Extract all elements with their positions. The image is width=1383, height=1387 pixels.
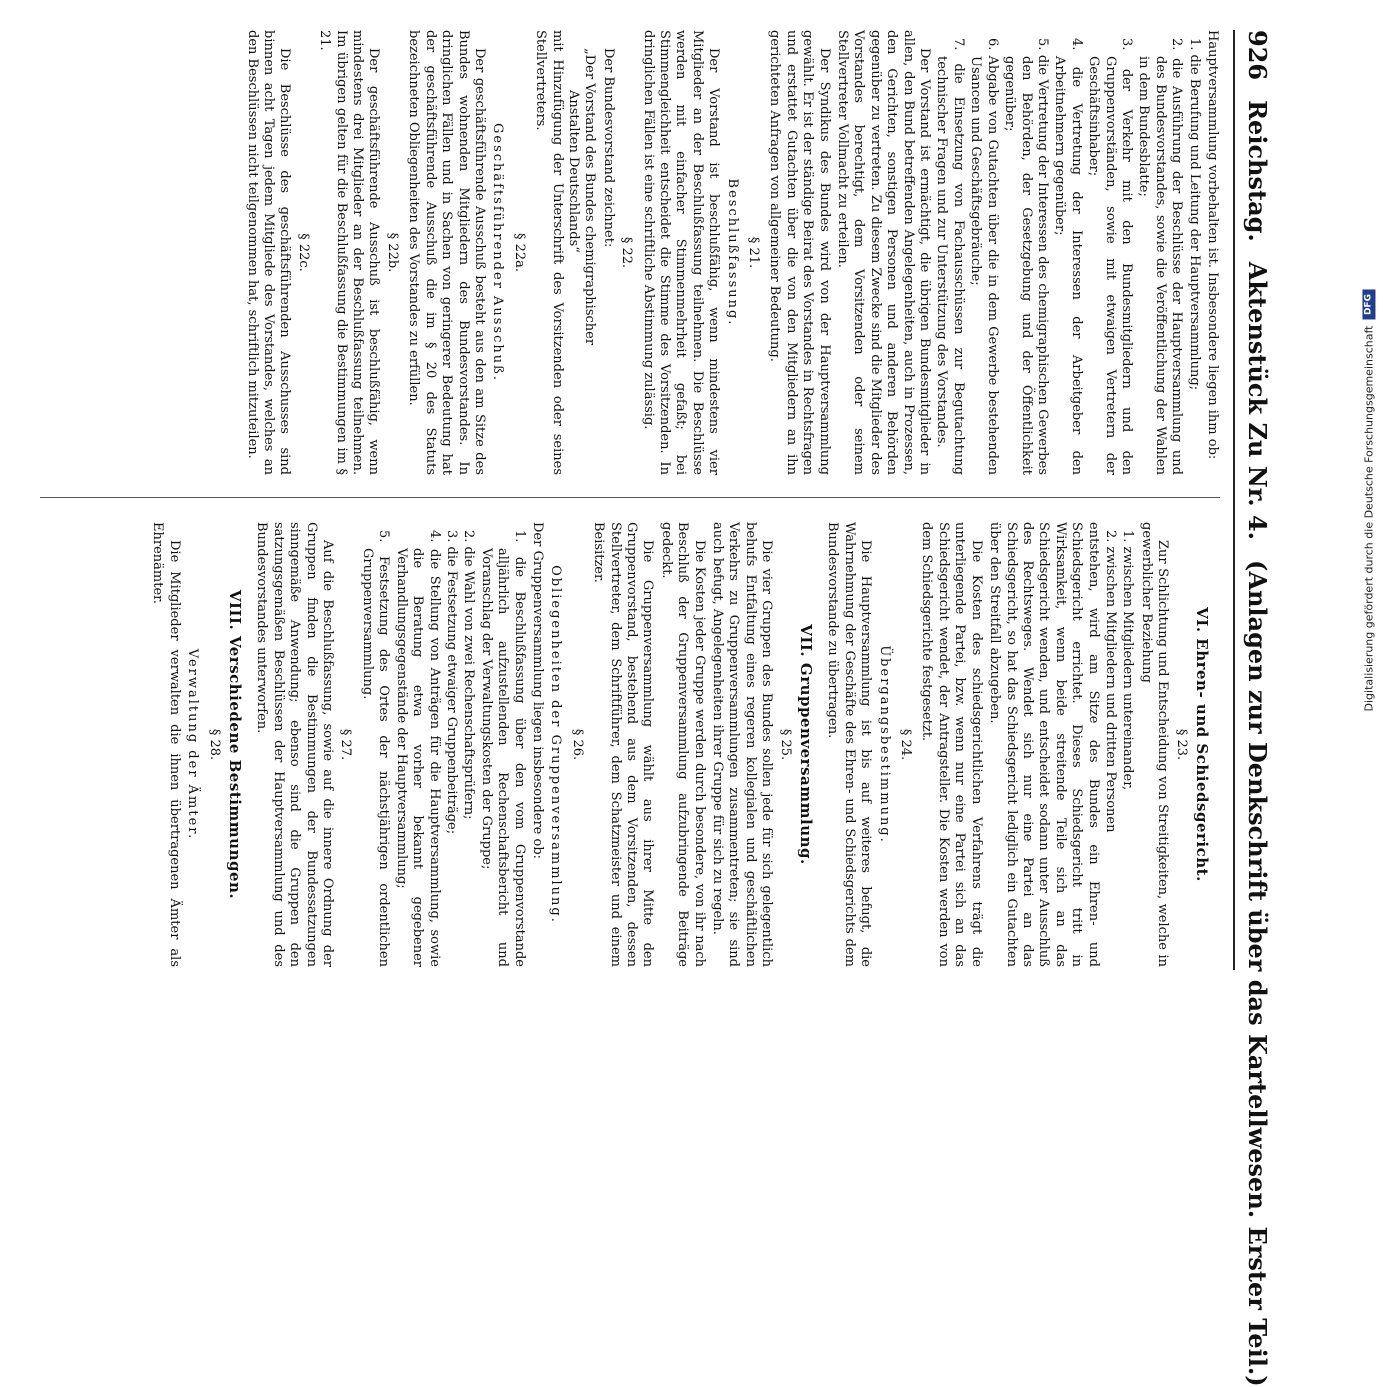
duty-item: 7. die Einsetzung von Fachausschüssen zur Begutachtung technischer Fragen und zur Unterstützung des Vorstandes. [934,38,966,475]
paragraph-22c: Die Beschlüsse des geschäftsführenden Ausschusses sind binnen acht Tagen jedem Mitgliede des Vorstandes, welches an den Beschlüssen nicht teilgenommen hat, schriftlich mitzuteilen. [244,30,293,475]
paragraph-25: Die vier Gruppen des Bundes sollen jede für sich gelegentlich behufs Entfaltung eines regeren kollegialen und geschäftlichen Verkehrs zu Gruppenversammlungen zusammentreten; sie sind auch befugt, Angelegenheiten ihrer Gruppe für sich zu regeln. [710,522,775,967]
section-number-27: § 27. [338,728,354,761]
duty-item: 4. die Vertretung der Interessen der Arbeitgeber den Arbeitnehmern gegenüber; [1052,38,1084,475]
paragraph-24: Die Hauptversammlung ist bis auf weiteres befugt, die Wahrnehmung der Geschäfte des Ehren- und Schiedsgerichts dem Bundesvorstande zu übertragen. [825,522,874,967]
section-number-24: § 24. [898,728,914,761]
duty-item: 6. Abgabe von Gutachten über die in dem Gewerbe bestehenden Usancen und Geschäftsgebräuche; [968,38,1000,475]
section-title-28: Verwaltung der Ämter. [185,648,201,841]
duty-item: 5. die Vertretung der Interessen des chemigraphischen Gewerbes den Behörden, der Gesetzgebung und der Öffentlichkeit gegenüber; [1002,38,1050,475]
list-item: 4. die Stellung von Anträgen für die Hauptversammlung, sowie die Beratung etwa vorher bekannt gegebener Verhandlungsgegenstände der Hauptversammlung; [393,530,442,967]
section-number-22c: § 22c. [295,233,311,272]
funding-credit-text [1363,289,1376,711]
paragraph-25-costs: Die Kosten jeder Gruppe werden durch besondere, von ihr nach Beschluß der Gruppenversammlung aufzubringende Beiträge gedeckt. [658,522,707,967]
duty-item: 1. die Berufung und Leitung der Hauptversammlung; [1186,38,1202,391]
intro-paragraph: Hauptversammlung vorbehalten ist. Insbesondere liegen ihm ob: [1205,30,1220,460]
list-item: 2. zwischen Mitgliedern und dritten Personen [1102,530,1118,833]
paragraph-21: Der Vorstand ist beschlußfähig, wenn mindestens vier Mitglieder an der Beschlußfassung teilnehmen. Die Beschlüsse werden mit einfacher Stimmenmehrheit gefaßt; bei Stimmengleichheit entscheidet die Stimme des Vorsitzenden. In dringlichen Fällen ist eine schriftliche Abstimmung zulässig. [640,30,722,475]
list-item: 2. die Wahl von zwei Rechenschaftsprüfern; [461,530,477,820]
document-title: Aktenstück Zu Nr. 4. [1243,261,1273,540]
paragraph-syndicus: Der Syndikus des Bundes wird von der Hauptversammlung gewählt. Er ist der ständige Beirat des Vorstandes in Rechtsfragen und erstattet Gutachten über die von den Mitgliedern an ihn gerichteten Anfragen von allgemeiner Bedeutung. [767,30,832,475]
paragraph-22: mit Hinzufügung der Unterschrift des Vorsitzenden oder seines Stellvertreters. [533,30,565,475]
section-number-28: § 28. [206,728,222,761]
paragraph-23-intro: Zur Schlichtung und Entscheidung von Streitigkeiten, welche in gewerblicher Beziehung [1138,522,1171,967]
section-heading-vi: VI. Ehren- und Schiedsgericht. [1193,607,1211,882]
section-title-26: Obliegenheiten der Gruppenversammlung. [548,565,564,924]
paragraph-representation: Der Vorstand ist ermächtigt, die übrigen Bundesmitglieder in allen, den Bund betreffenden Angelegenheiten, auch in Prozessen, den Gerichten, sonstigen Personen und anderen Behörden gegenüber zu vertreten. Zu diesem Zwecke sind die Mitglieder des Vorstandes berechtigt, dem Vorsitzenden oder seinem Stellvertreter Vollmacht zu erteilen. [835,30,933,475]
paragraph-27: Auf die Beschlußfassung, sowie auf die innere Ordnung der Gruppen finden die Bestimmungen der Bundessatzungen sinngemäße Anwendung; ebenso sind die Gruppen den satzungsgemäßen Beschlüssen der Hauptversammlung und des Bundesvorstandes unterworfen. [254,522,336,967]
section-heading-vii: VII. Gruppenversammlung. [797,624,816,865]
list-item: 5. Festsetzung des Ortes der nächstjährigen ordentlichen Gruppenversammlung. [359,530,392,967]
funding-credit [1356,0,1382,1000]
section-number-21: § 21. [746,236,762,269]
section-number-22b: § 22b. [384,232,400,273]
section-heading-viii: VIII. Verschiedene Bestimmungen. [226,589,245,900]
page-header [1241,30,1275,1387]
section-number-23: § 23. [1173,728,1189,761]
section-title-24: Übergangsbestimmung. [876,645,892,844]
section-number-26: § 26. [569,728,585,761]
paragraph-28: Die Mitglieder verwalten die ihnen übertragenen Ämter als Ehrenämter. [150,522,182,967]
credit-text: Digitalisierung gefördert durch die Deutsche Forschungsgemeinschaft [1362,325,1376,711]
column-divider [40,497,1220,498]
paragraph-23-costs: Die Kosten des schiedsgerichtlichen Verfahrens trägt die unterliegende Partei, bzw. wenn nur eine Partei sich an das Schiedsgericht wendet, der Antragsteller. Die Kosten werden von dem Schiedsgerichte festgesetzt. [919,522,984,967]
left-column [40,30,1220,475]
paragraph-25-board: Die Gruppenversammlung wählt aus ihrer Mitte den Gruppenvorstand, bestehend aus dem Vorsitzenden, dessen Stellvertreter, dem Schriftführer, dem Schatzmeister und einem Beisitzer. [591,522,656,967]
paragraph-26-intro: Der Gruppenversammlung liegen insbesondere ob: [529,522,545,860]
duty-item: 2. die Ausführung der Beschlüsse der Hauptversammlung und des Bundesvorstandes, sowie die Veröffentlichung der Wahlen in dem Bundesblatte; [1136,38,1185,475]
document-subtitle: (Anlagen zur Denkschrift über das Kartellwesen. Erster Teil.) [1243,559,1273,1387]
duty-item: 3. der Verkehr mit den Bundesmitgliedern und den Gruppenvorständen, sowie mit etwaigen Vertretern der Geschäftsinhaber; [1086,38,1134,475]
publication-name: Reichstag. [1243,100,1273,242]
list-item: 1. zwischen Mitgliedern untereinander, [1120,530,1136,791]
paragraph-23: entstehen, wird am Sitze des Bundes ein Ehren- und Schiedsgericht errichtet. Dieses Schiedsgericht tritt in Wirksamkeit, wenn beide streitende Teile sich an das Schiedsgericht wenden, und entscheidet sodann unter Ausschluß des Rechtsweges. Wendet sich nur eine Partei an das Schiedsgericht, so hat das Schiedsgericht lediglich ein Gutachten über den Streitfall abzugeben. [987,522,1101,967]
page-number: 926 [1243,30,1273,81]
section-number-22a: § 22a. [511,232,527,273]
quote-line-2: Anstalten Deutschlands“ [565,90,581,253]
paragraph-22a: Der geschäftsführende Ausschuß besteht aus den am Sitze des Bundes wohnenden Mitgliedern des Bundesvorstandes. In dringlichen Fällen und in Sachen von geringerer Bedeutung hat der geschäftsführende Ausschuß die im § 20 des Statuts bezeichneten Obliegenheiten des Vorstandes zu erfüllen. [406,30,487,475]
header-rule [1233,30,1235,970]
section-title-21: Beschlußfassung. [724,178,740,327]
section-title-22a: Geschäftsführender Ausschuß. [490,122,506,382]
paragraph-22b: Der geschäftsführende Ausschuß ist beschlußfähig, wenn mindestens drei Mitglieder an der Beschlußfassung teilnehmen. Im übrigen gelten für die Beschlußfassung die Bestimmungen im § 21. [317,30,382,475]
quote-line-1: „Der Vorstand des Bundes chemigraphischer [582,48,598,346]
paragraph-22-intro: Der Bundesvorstand zeichnet: [600,48,616,248]
dfg-logo-icon: DFG [1363,289,1376,319]
section-number-22: § 22. [619,236,635,269]
section-number-25: § 25. [777,728,793,761]
list-item: 3. die Festsetzung etwaiger Gruppenbeiträge; [443,530,459,835]
right-column [40,522,1220,967]
list-item: 1. die Beschlußfassung über den vom Gruppenvorstande alljährlich aufzustellenden Rechenschaftsbericht und Voranschlag der Verwaltungskosten der Gruppe; [478,530,527,967]
